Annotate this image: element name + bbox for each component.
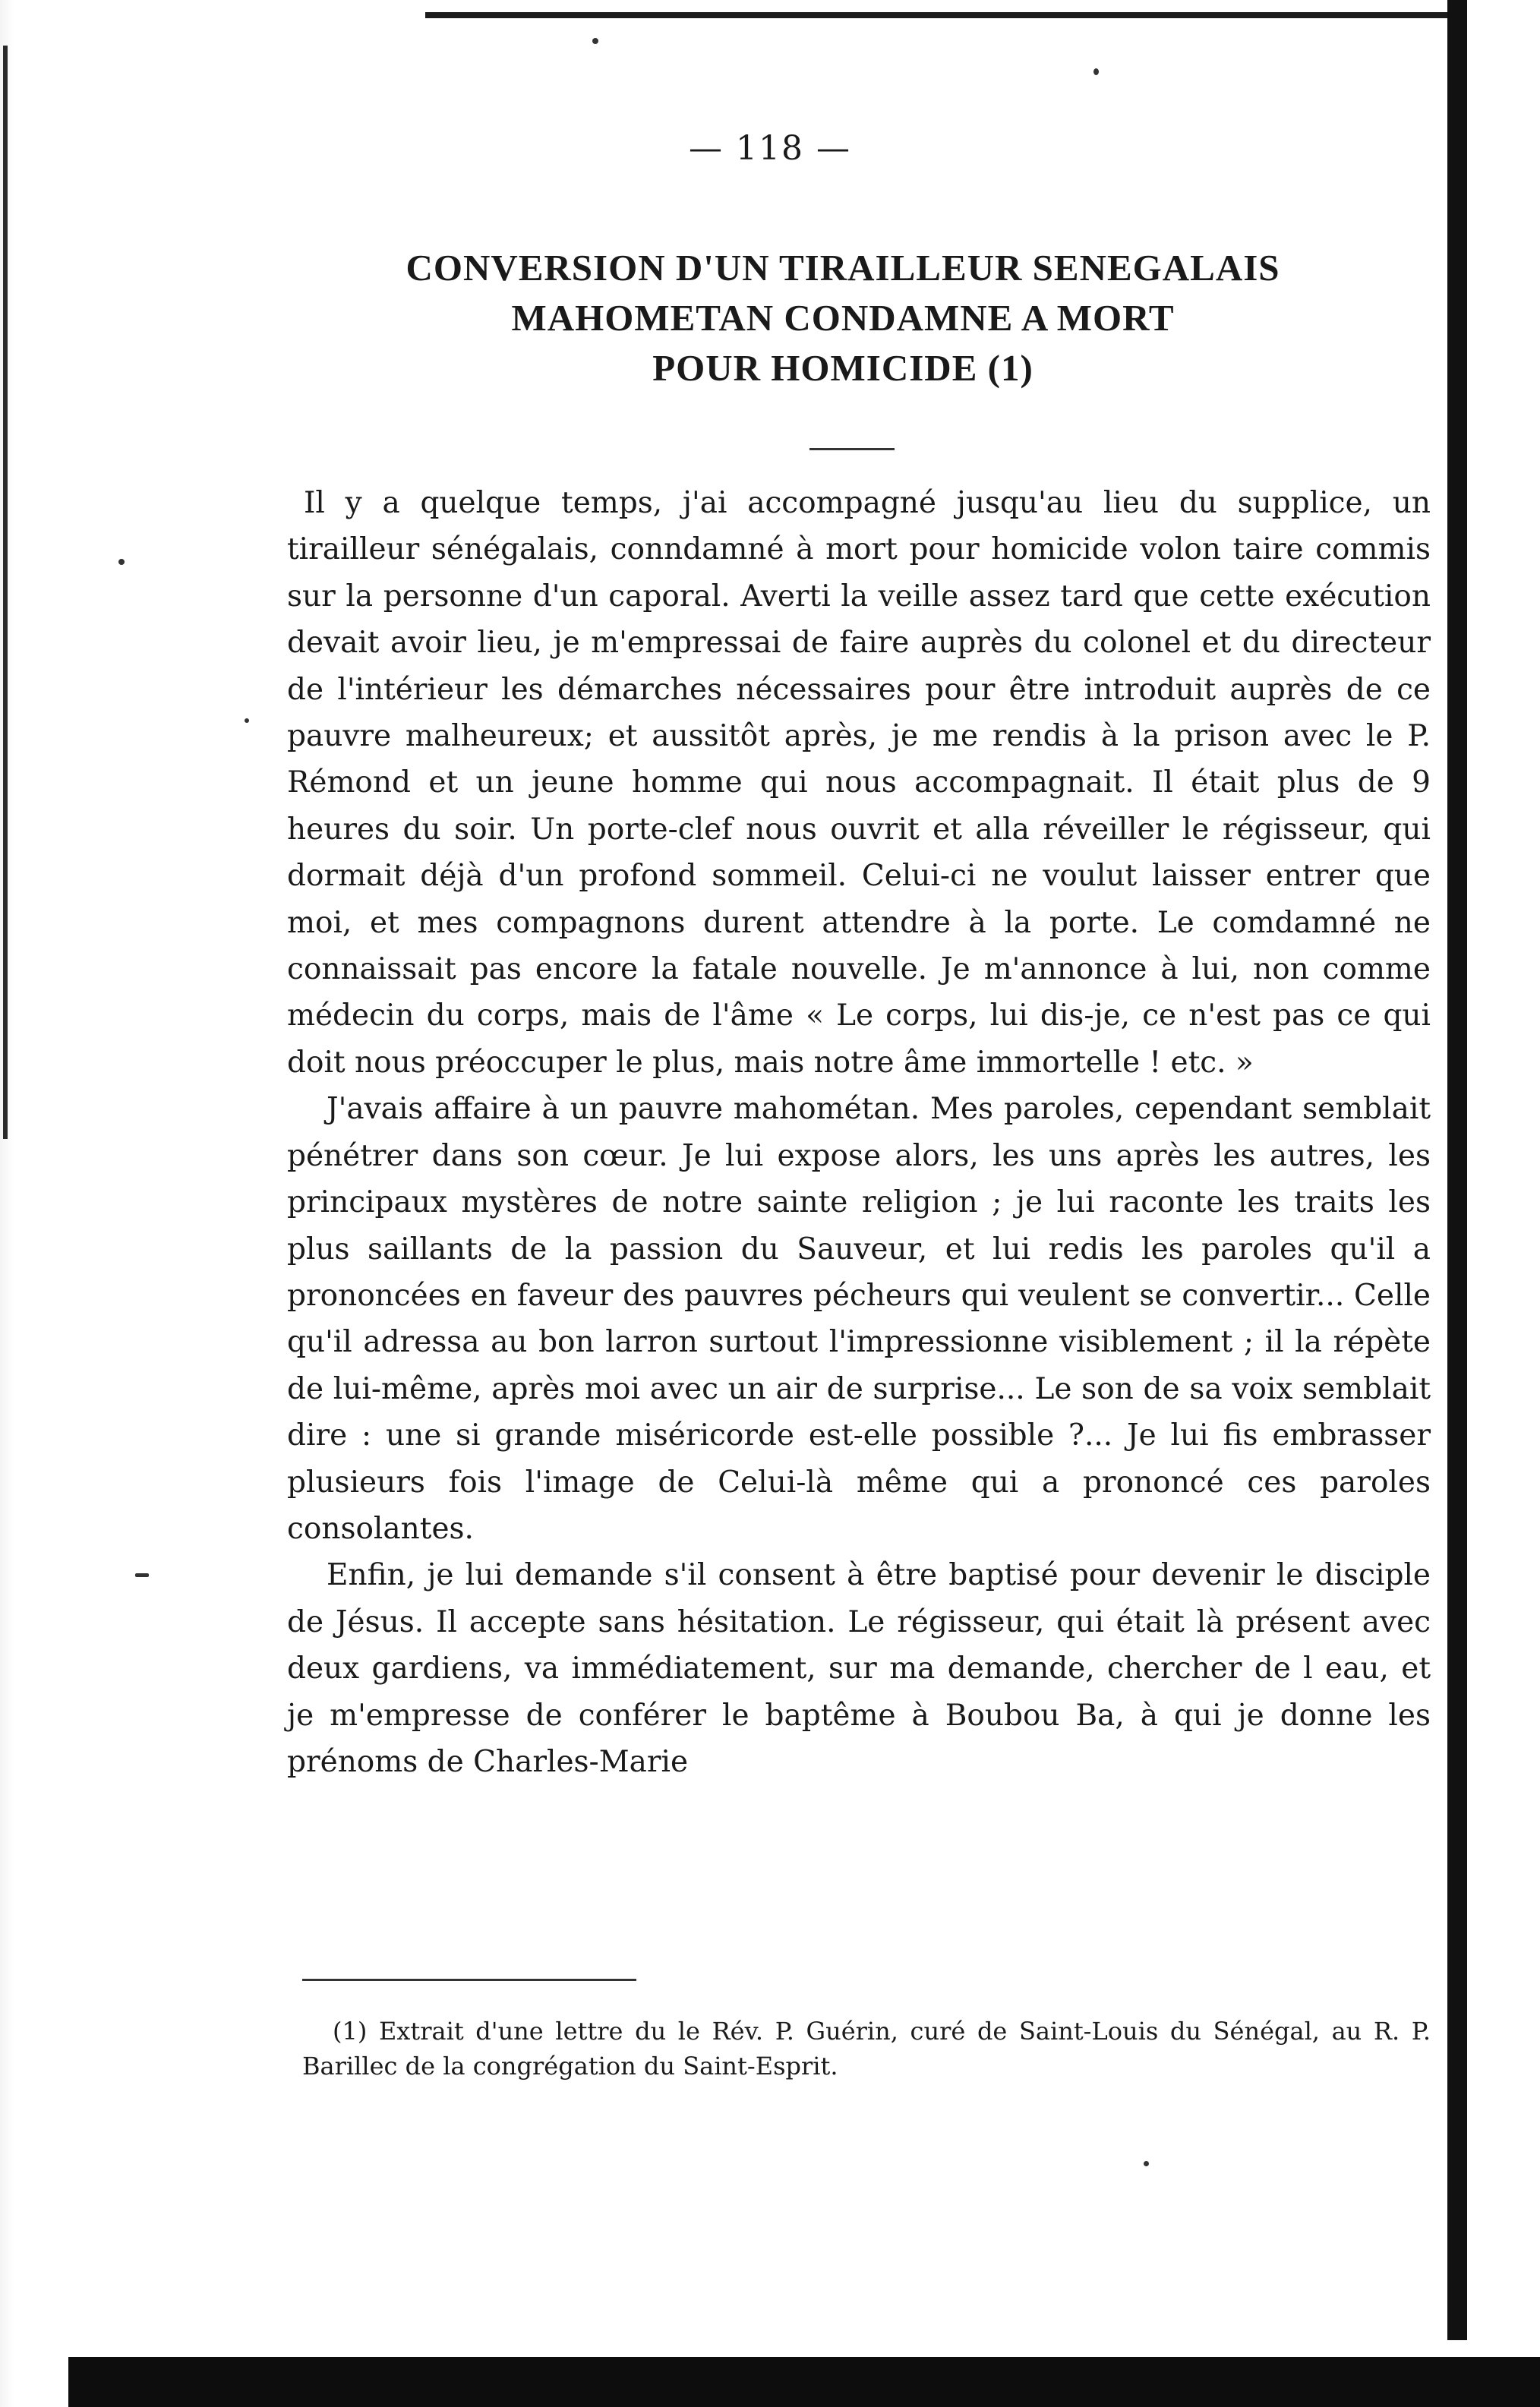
paragraph: J'avais affaire à un pauvre mahométan. Mes paroles, cependant semblait pénétrer dans son cœur. Je lui expose alors, les uns après les autres, les principaux mystères de notre sainte religion ; je lui raconte les traits les plus saillants de la passion du Sauveur, et lui redis les paroles qu'il a prononcées en faveur des pauvres pécheurs qui veulent se convertir... Celle qu'il adressa au bon larron surtout l'impressionne visiblement ; il la répète de lui-même, après moi avec un air de surprise... Le son de sa voix semblait dire : une si grande miséricorde est-elle possible ?... Je lui fis embrasser plusieurs fois l'image de Celui-là même qui a prononcé ces paroles consolantes. bbox=[287, 1092, 1431, 1546]
scan-speck bbox=[245, 718, 249, 723]
scan-speck bbox=[592, 38, 598, 44]
page-number: — 118 — bbox=[689, 129, 851, 168]
paragraph: Il y a quelque temps, j'ai accompagné jusqu'au lieu du supplice, un tirailleur sénégalais, conndamné à mort pour homicide volon taire commis sur la personne d'un caporal. Averti la veille assez tard que cette exécution devait avoir lieu, je m'empressai de faire auprès du colonel et du directeur de l'intérieur les démarches nécessaires pour être introduit auprès de ce pauvre malheureux; et aussitôt après, je me rendis à la prison avec le P. Rémond et un jeune homme qui nous accompagnait. Il était plus de 9 heures du soir. Un porte-clef nous ouvrit et alla réveiller le régisseur, qui dormait déjà d'un profond sommeil. Celui-ci ne voulut laisser entrer que moi, et mes compagnons durent attendre à la porte. Le comdamné ne connaissait pas encore la fatale nouvelle. Je m'annonce à lui, non comme médecin du corps, mais de l'âme « Le corps, lui dis-je, ce n'est pas ce qui doit nous préoccuper le plus, mais notre âme immortelle ! etc. » bbox=[287, 486, 1431, 1080]
footnote: (1) Extrait d'une lettre du le Rév. P. Guérin, curé de Saint-Louis du Sénégal, au R. P. Barillec de la congrégation du Saint-Esprit. bbox=[302, 2017, 1431, 2080]
scan-right-border bbox=[1447, 0, 1467, 2340]
title-line: MAHOMETAN CONDAMNE A MORT bbox=[511, 297, 1175, 339]
title-line: POUR HOMICIDE (1) bbox=[652, 347, 1034, 389]
scan-speck bbox=[1093, 68, 1099, 75]
scan-binding-mark bbox=[3, 46, 8, 1139]
scan-top-border bbox=[425, 12, 1458, 18]
title-line: CONVERSION D'UN TIRAILLEUR SENEGALAIS bbox=[406, 247, 1280, 289]
scan-speck bbox=[118, 559, 125, 565]
scan-bottom-border bbox=[68, 2357, 1540, 2407]
footnote-divider bbox=[302, 1979, 636, 1981]
paragraph: Enfin, je lui demande s'il consent à être baptisé pour devenir le disciple de Jésus. Il accepte sans hésitation. Le régisseur, qui était là présent avec deux gardiens, va immédiatement, sur ma demande, chercher de l eau, et je m'empresse de conférer le baptême à Boubou Ba, à qui je donne les prénoms de Charles-Marie bbox=[287, 1558, 1431, 1779]
scan-speck bbox=[1144, 2161, 1149, 2166]
article-title bbox=[251, 243, 1435, 393]
title-divider bbox=[809, 448, 895, 450]
article-body bbox=[287, 480, 1431, 1785]
scan-speck bbox=[135, 1573, 149, 1577]
